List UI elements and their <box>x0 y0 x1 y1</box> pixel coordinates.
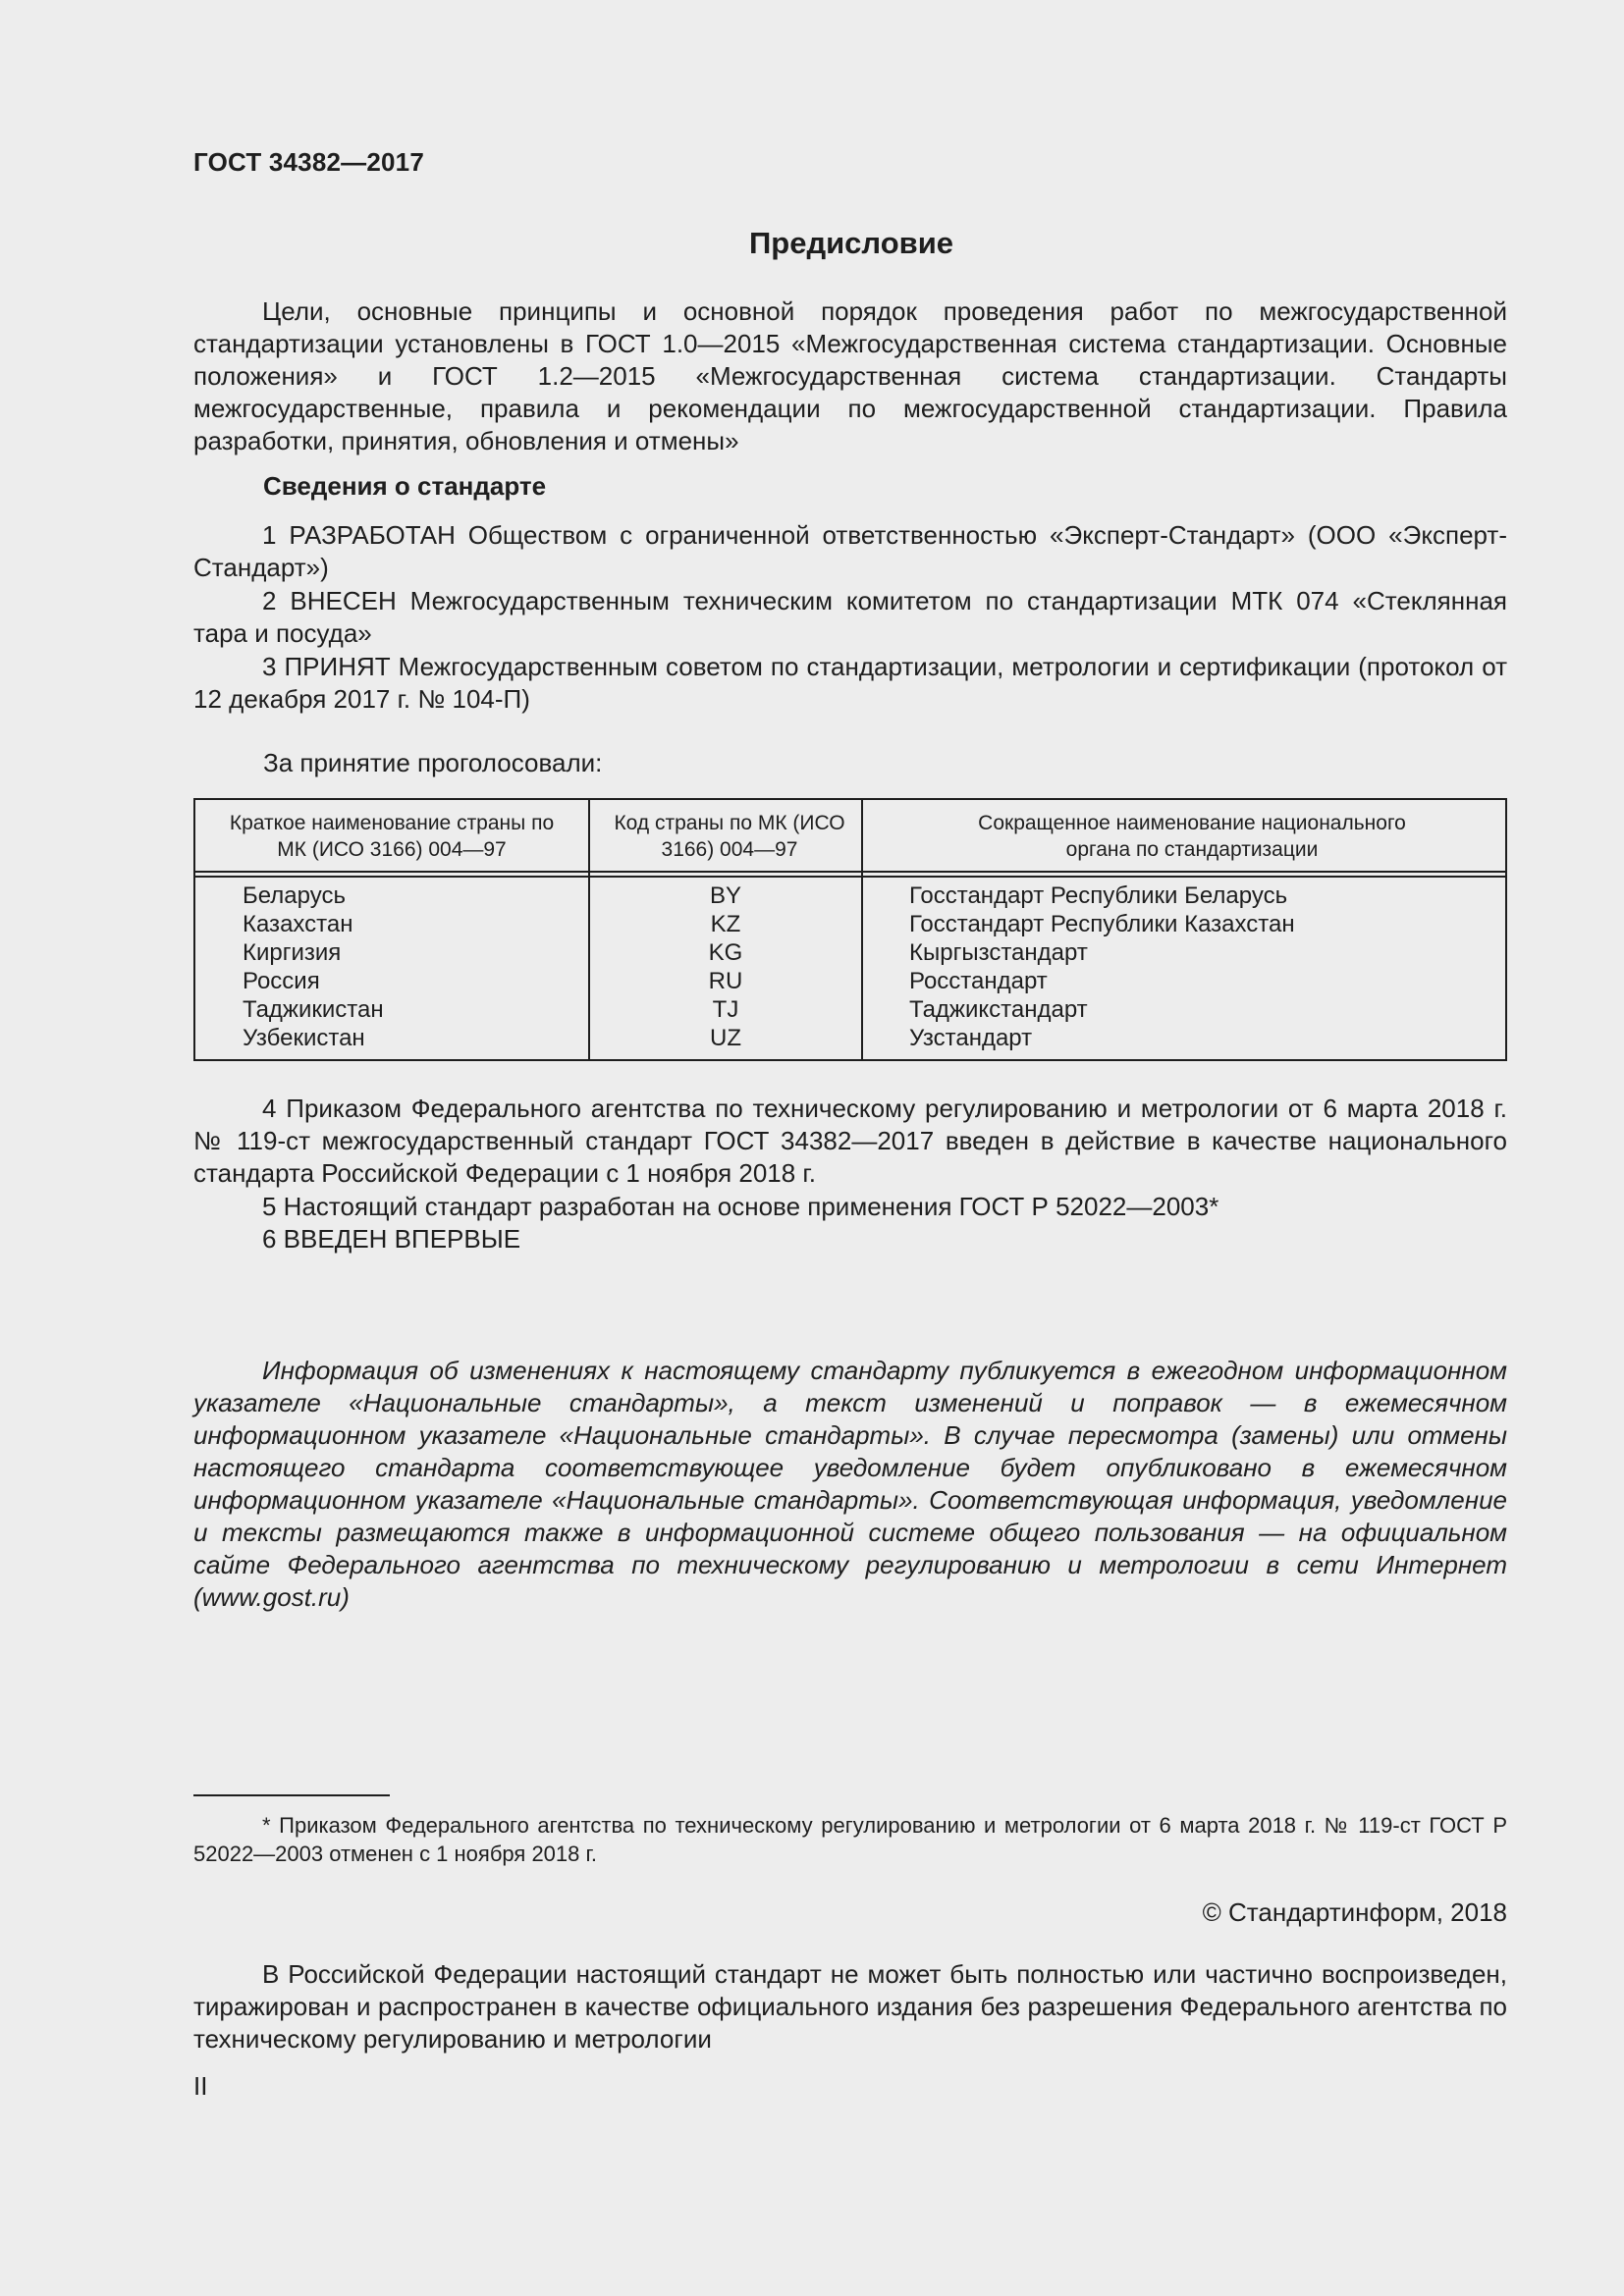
table-cell-code: BY <box>709 882 741 909</box>
intro-paragraph: Цели, основные принципы и основной порядок проведения работ по межгосударственной стандартизации установлены в ГОСТ 1.0—2015 «Межгосударственная система стандартизации. Основные положения» и ГОСТ 1.2—2015 «Межгосударственная система стандартизации. Стандарты межгосударственные, правила и рекомендации по межгосударственной стандартизации. Правила разработки, принятия, обновления и отмены» <box>193 296 1507 455</box>
table-column-codes <box>590 881 861 1052</box>
table-column-divider <box>861 800 863 1059</box>
table-column-countries <box>243 881 384 1052</box>
footnote-divider <box>193 1794 390 1796</box>
copyright: © Стандартинформ, 2018 <box>1202 1897 1507 1927</box>
table-cell-body: Росстандарт <box>909 968 1048 994</box>
footnote: * Приказом Федерального агентства по техническому регулированию и метрологии от 6 марта 2018 г. № 119-ст ГОСТ Р 52022—2003 отменен с 1 ноября 2018 г. <box>193 1813 1507 1866</box>
voted-intro: За принятие проголосовали: <box>263 748 603 777</box>
table-header-divider <box>195 876 1505 878</box>
item-enacted: 4 Приказом Федерального агентства по техническому регулированию и метрологии от 6 марта 2018 г. № 119-ст межгосударственный стандарт ГОСТ 34382—2017 введен в действие в качестве национального стандарта Российской Федерации с 1 ноября 2018 г. <box>193 1094 1507 1188</box>
table-header-divider <box>195 871 1505 873</box>
table-cell-country: Казахстан <box>243 911 353 937</box>
item-introduced: 2 ВНЕСЕН Межгосударственным техническим комитетом по стандартизации МТК 074 «Стеклянная тара и посуда» <box>193 586 1507 648</box>
table-header-country: Краткое наименование страны по МК (ИСО 3166) 004—97 <box>229 812 555 861</box>
table-cell-country: Узбекистан <box>243 1025 365 1051</box>
table-column-bodies <box>909 881 1295 1052</box>
rights-notice: В Российской Федерации настоящий стандарт не может быть полностью или частично воспроизведен, тиражирован и распространен в качестве официального издания без разрешения Федерального агентства по техническому регулированию и метрологии <box>193 1959 1507 2054</box>
table-cell-code: UZ <box>710 1025 741 1051</box>
table-header-code: Код страны по МК (ИСО 3166) 004—97 <box>614 812 845 861</box>
item-first: 6 ВВЕДЕН ВПЕРВЫЕ <box>262 1224 521 1254</box>
vote-table <box>193 798 1507 1061</box>
table-cell-code: RU <box>708 968 743 994</box>
item-developed: 1 РАЗРАБОТАН Обществом с ограниченной ответственностью «Эксперт-Стандарт» (ООО «Эксперт-Стандарт») <box>193 520 1507 582</box>
page-number: II <box>193 2071 208 2101</box>
section-heading: Сведения о стандарте <box>263 471 547 501</box>
table-cell-body: Узстандарт <box>909 1025 1033 1051</box>
table-cell-body: Госстандарт Республики Беларусь <box>909 882 1288 909</box>
table-cell-country: Россия <box>243 968 320 994</box>
document-code: ГОСТ 34382—2017 <box>193 147 424 177</box>
table-cell-code: KZ <box>710 911 741 937</box>
table-cell-code: TJ <box>712 996 739 1023</box>
table-cell-body: Кыргызстандарт <box>909 939 1088 966</box>
item-basis: 5 Настоящий стандарт разработан на основе применения ГОСТ Р 52022—2003* <box>262 1192 1219 1221</box>
item-adopted: 3 ПРИНЯТ Межгосударственным советом по стандартизации, метрологии и сертификации (протокол от 12 декабря 2017 г. № 104-П) <box>193 652 1507 714</box>
table-cell-country: Таджикистан <box>243 996 384 1023</box>
table-cell-country: Беларусь <box>243 882 346 909</box>
page-title: Предисловие <box>748 226 953 260</box>
table-cell-code: KG <box>708 939 743 966</box>
table-cell-body: Таджикстандарт <box>909 996 1088 1023</box>
table-header-body: Сокращенное наименование национального органа по стандартизации <box>978 812 1406 861</box>
change-info-paragraph: Информация об изменениях к настоящему стандарту публикуется в ежегодном информационном указателе «Национальные стандарты», а текст изменений и поправок — в ежемесячном информационном указателе «Национальные стандарты». В случае пересмотра (замены) или отмены настоящего стандарта соответствующее уведомление будет опубликовано в ежемесячном информационном указателе «Национальные стандарты». Соответствующая информация, уведомление и тексты размещаются также в информационной системе общего пользования — на официальном сайте Федерального агентства по техническому регулированию и метрологии в сети Интернет (www.gost.ru) <box>193 1356 1507 1612</box>
table-cell-country: Киргизия <box>243 939 342 966</box>
table-cell-body: Госстандарт Республики Казахстан <box>909 911 1295 937</box>
